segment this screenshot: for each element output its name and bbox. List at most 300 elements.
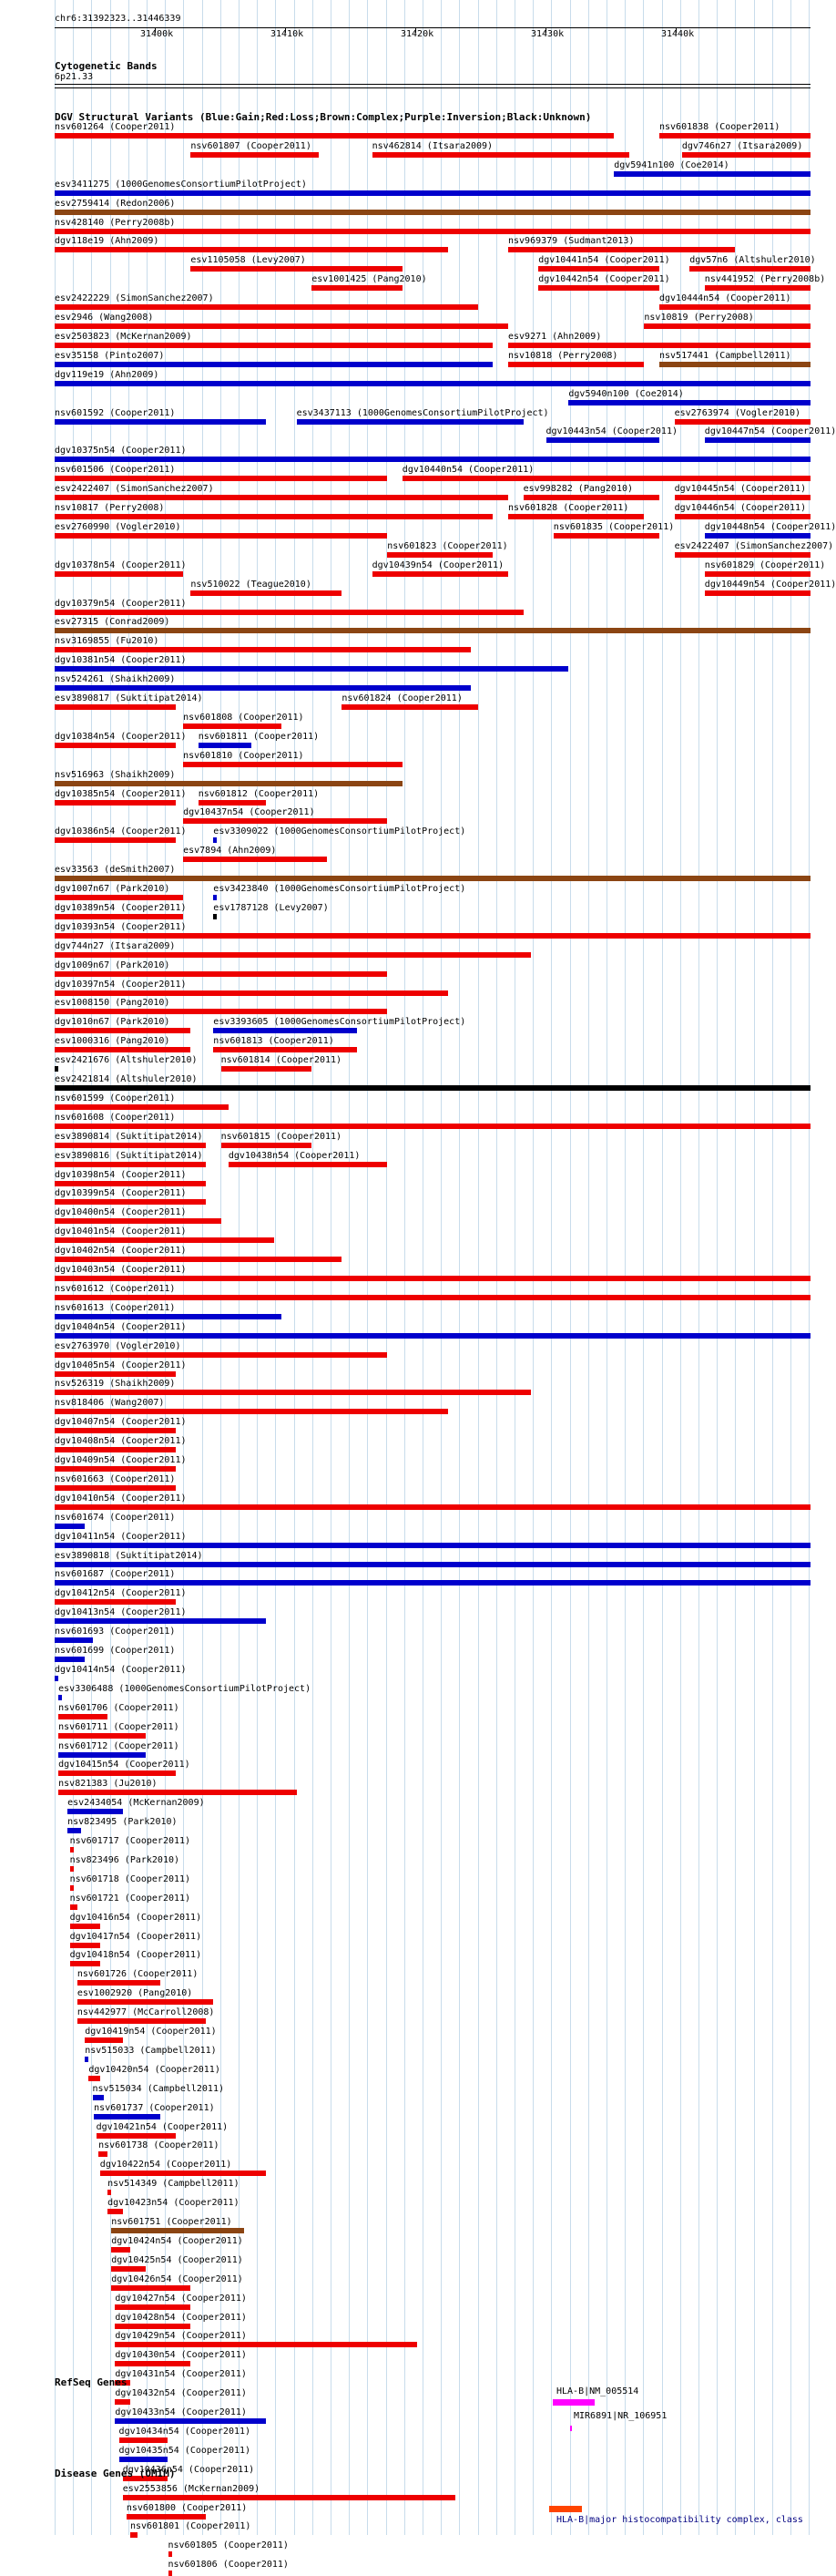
variant-label[interactable]: dgv10408n54 (Cooper2011) bbox=[55, 1436, 187, 1447]
variant-label[interactable]: esv2763974 (Vogler2010) bbox=[674, 407, 801, 418]
variant-label[interactable]: nsv515034 (Campbell2011) bbox=[92, 2083, 224, 2094]
variant-bar[interactable] bbox=[55, 1295, 811, 1300]
variant-bar[interactable] bbox=[58, 1714, 107, 1719]
variant-label[interactable]: esv35158 (Pinto2007) bbox=[55, 350, 165, 361]
variant-label[interactable]: nsv601807 (Cooper2011) bbox=[190, 140, 311, 151]
variant-label[interactable]: dgv57n6 (Altshuler2010) bbox=[689, 255, 816, 266]
variant-bar[interactable] bbox=[55, 323, 508, 329]
variant-label[interactable]: nsv601693 (Cooper2011) bbox=[55, 1627, 176, 1637]
variant-label[interactable]: dgv10437n54 (Cooper2011) bbox=[183, 807, 315, 818]
variant-bar[interactable] bbox=[55, 381, 811, 386]
variant-bar[interactable] bbox=[55, 837, 176, 843]
variant-bar[interactable] bbox=[55, 685, 471, 691]
variant-label[interactable]: dgv10405n54 (Cooper2011) bbox=[55, 1360, 187, 1370]
variant-label[interactable]: nsv601264 (Cooper2011) bbox=[55, 122, 176, 132]
variant-bar[interactable] bbox=[675, 514, 811, 519]
variant-bar[interactable] bbox=[55, 247, 448, 252]
variant-bar[interactable] bbox=[190, 266, 402, 272]
variant-label[interactable]: nsv601814 (Cooper2011) bbox=[220, 1055, 342, 1066]
variant-label[interactable]: nsv601738 (Cooper2011) bbox=[98, 2140, 219, 2151]
variant-bar[interactable] bbox=[55, 1104, 229, 1110]
variant-bar[interactable] bbox=[221, 1143, 312, 1148]
variant-label[interactable]: nsv601823 (Cooper2011) bbox=[387, 540, 508, 551]
variant-label[interactable]: nsv818406 (Wang2007) bbox=[55, 1398, 165, 1409]
variant-label[interactable]: dgv10446n54 (Cooper2011) bbox=[674, 503, 807, 513]
variant-label[interactable]: dgv10444n54 (Cooper2011) bbox=[659, 293, 791, 304]
variant-bar[interactable] bbox=[55, 1143, 206, 1148]
variant-bar[interactable] bbox=[55, 1009, 387, 1014]
variant-label[interactable]: esv3309022 (1000GenomesConsortiumPilotProject) bbox=[213, 826, 466, 837]
variant-label[interactable]: esv2946 (Wang2008) bbox=[55, 313, 154, 323]
variant-label[interactable]: dgv10425n54 (Cooper2011) bbox=[111, 2254, 243, 2265]
variant-label[interactable]: esv3890814 (Suktitipat2014) bbox=[55, 1131, 203, 1142]
variant-label[interactable]: dgv10413n54 (Cooper2011) bbox=[55, 1607, 187, 1618]
variant-label[interactable]: nsv516963 (Shaikh2009) bbox=[55, 769, 176, 780]
variant-label[interactable]: dgv10442n54 (Cooper2011) bbox=[538, 274, 670, 285]
variant-label[interactable]: dgv10434n54 (Cooper2011) bbox=[118, 2426, 251, 2437]
variant-label[interactable]: dgv746n27 (Itsara2009) bbox=[681, 140, 803, 151]
variant-label[interactable]: nsv601608 (Cooper2011) bbox=[55, 1112, 176, 1123]
variant-label[interactable]: dgv744n27 (Itsara2009) bbox=[55, 940, 176, 951]
omim-gene-hla-b[interactable]: HLA-B|major histocompatibility complex, class bbox=[556, 2515, 803, 2525]
variant-bar[interactable] bbox=[55, 1599, 176, 1605]
variant-label[interactable]: nsv601721 (Cooper2011) bbox=[69, 1893, 191, 1904]
variant-bar[interactable] bbox=[546, 437, 660, 443]
variant-label[interactable]: esv998282 (Pang2010) bbox=[523, 484, 634, 495]
variant-label[interactable]: dgv10397n54 (Cooper2011) bbox=[55, 979, 187, 990]
variant-label[interactable]: nsv601810 (Cooper2011) bbox=[183, 750, 304, 761]
variant-bar[interactable] bbox=[70, 1866, 74, 1872]
variant-label[interactable]: dgv10433n54 (Cooper2011) bbox=[115, 2407, 247, 2417]
variant-bar[interactable] bbox=[55, 743, 176, 748]
variant-label[interactable]: dgv10420n54 (Cooper2011) bbox=[88, 2064, 220, 2075]
variant-bar[interactable] bbox=[183, 762, 403, 767]
variant-bar[interactable] bbox=[524, 495, 659, 500]
variant-bar[interactable] bbox=[190, 152, 319, 158]
variant-label[interactable]: nsv601801 (Cooper2011) bbox=[130, 2521, 251, 2532]
variant-label[interactable]: nsv601613 (Cooper2011) bbox=[55, 1302, 176, 1313]
variant-label[interactable]: dgv10424n54 (Cooper2011) bbox=[111, 2235, 243, 2246]
variant-bar[interactable] bbox=[508, 362, 644, 367]
variant-bar[interactable] bbox=[55, 1676, 58, 1681]
variant-bar[interactable] bbox=[675, 552, 811, 558]
variant-label[interactable]: nsv821383 (Ju2010) bbox=[58, 1779, 158, 1790]
variant-bar[interactable] bbox=[88, 2076, 99, 2081]
variant-bar[interactable] bbox=[55, 800, 176, 806]
variant-bar[interactable] bbox=[127, 2514, 206, 2520]
variant-label[interactable]: nsv10819 (Perry2008) bbox=[644, 313, 754, 323]
variant-bar[interactable] bbox=[55, 914, 183, 919]
variant-bar[interactable] bbox=[94, 2114, 160, 2119]
variant-bar[interactable] bbox=[55, 533, 387, 539]
variant-bar[interactable] bbox=[70, 1885, 74, 1891]
variant-label[interactable]: nsv601706 (Cooper2011) bbox=[58, 1702, 179, 1713]
variant-label[interactable]: esv2763970 (Vogler2010) bbox=[55, 1340, 181, 1351]
refseq-gene-mir6891[interactable]: MIR6891|NR_106951 bbox=[574, 2411, 668, 2421]
variant-label[interactable]: dgv10447n54 (Cooper2011) bbox=[704, 426, 836, 437]
variant-bar[interactable] bbox=[55, 1218, 221, 1224]
variant-label[interactable]: nsv601592 (Cooper2011) bbox=[55, 407, 176, 418]
variant-label[interactable]: esv27315 (Conrad2009) bbox=[55, 617, 170, 628]
variant-label[interactable]: dgv5941n100 (Coe2014) bbox=[614, 159, 729, 170]
variant-bar[interactable] bbox=[111, 2266, 145, 2272]
variant-bar[interactable] bbox=[168, 2571, 172, 2576]
refseq-gene-mir6891-feature[interactable] bbox=[570, 2426, 572, 2431]
variant-label[interactable]: dgv1009n67 (Park2010) bbox=[55, 960, 170, 970]
variant-label[interactable]: dgv10399n54 (Cooper2011) bbox=[55, 1188, 187, 1199]
variant-label[interactable]: nsv601811 (Cooper2011) bbox=[198, 731, 320, 742]
variant-label[interactable]: dgv10407n54 (Cooper2011) bbox=[55, 1417, 187, 1428]
variant-bar[interactable] bbox=[55, 895, 183, 900]
variant-bar[interactable] bbox=[342, 704, 477, 710]
variant-bar[interactable] bbox=[190, 590, 342, 596]
omim-gene-hla-b-feature[interactable] bbox=[549, 2506, 582, 2512]
variant-bar[interactable] bbox=[55, 1352, 387, 1358]
variant-bar[interactable] bbox=[55, 1657, 85, 1662]
variant-bar[interactable] bbox=[55, 781, 403, 786]
variant-label[interactable]: nsv601687 (Cooper2011) bbox=[55, 1569, 176, 1580]
refseq-gene-hla-b-feature[interactable] bbox=[553, 2399, 595, 2406]
variant-label[interactable]: esv1000316 (Pang2010) bbox=[55, 1036, 170, 1047]
variant-bar[interactable] bbox=[554, 533, 659, 539]
variant-label[interactable]: nsv601726 (Cooper2011) bbox=[76, 1969, 199, 1980]
variant-bar[interactable] bbox=[55, 1371, 176, 1377]
variant-label[interactable]: dgv10379n54 (Cooper2011) bbox=[55, 598, 187, 609]
variant-bar[interactable] bbox=[85, 2057, 88, 2062]
variant-label[interactable]: nsv601824 (Cooper2011) bbox=[342, 693, 463, 703]
variant-bar[interactable] bbox=[77, 1980, 160, 1986]
variant-bar[interactable] bbox=[55, 343, 493, 348]
variant-bar[interactable] bbox=[98, 2151, 107, 2157]
refseq-gene-hla-b[interactable]: HLA-B|NM_005514 bbox=[556, 2386, 639, 2396]
variant-label[interactable]: dgv10419n54 (Cooper2011) bbox=[85, 2027, 217, 2037]
variant-label[interactable]: nsv601815 (Cooper2011) bbox=[220, 1131, 342, 1142]
variant-bar[interactable] bbox=[58, 1790, 296, 1795]
variant-bar[interactable] bbox=[111, 2285, 190, 2291]
variant-label[interactable]: esv2553856 (McKernan2009) bbox=[122, 2483, 260, 2494]
variant-bar[interactable] bbox=[55, 1637, 93, 1643]
variant-label[interactable]: dgv10378n54 (Cooper2011) bbox=[55, 559, 187, 570]
variant-bar[interactable] bbox=[55, 1047, 190, 1052]
variant-bar[interactable] bbox=[58, 1695, 62, 1700]
variant-label[interactable]: dgv10398n54 (Cooper2011) bbox=[55, 1169, 187, 1180]
variant-label[interactable]: nsv510022 (Teague2010) bbox=[190, 579, 311, 590]
variant-label[interactable]: dgv10410n54 (Cooper2011) bbox=[55, 1493, 187, 1504]
variant-bar[interactable] bbox=[58, 1733, 145, 1739]
variant-bar[interactable] bbox=[55, 933, 811, 939]
variant-bar[interactable] bbox=[644, 323, 811, 329]
variant-label[interactable]: dgv10430n54 (Cooper2011) bbox=[115, 2350, 247, 2361]
variant-label[interactable]: dgv10409n54 (Cooper2011) bbox=[55, 1455, 187, 1465]
variant-label[interactable]: dgv10440n54 (Cooper2011) bbox=[402, 465, 535, 476]
variant-bar[interactable] bbox=[168, 2551, 172, 2557]
variant-bar[interactable] bbox=[55, 876, 811, 881]
variant-label[interactable]: dgv10393n54 (Cooper2011) bbox=[55, 921, 187, 932]
variant-bar[interactable] bbox=[55, 1562, 811, 1567]
variant-label[interactable]: dgv10411n54 (Cooper2011) bbox=[55, 1531, 187, 1542]
variant-label[interactable]: nsv601828 (Cooper2011) bbox=[508, 503, 629, 513]
variant-label[interactable]: dgv5940n100 (Coe2014) bbox=[568, 388, 684, 399]
variant-bar[interactable] bbox=[55, 647, 471, 652]
variant-label[interactable]: dgv10384n54 (Cooper2011) bbox=[55, 731, 187, 742]
variant-bar[interactable] bbox=[55, 1504, 811, 1510]
variant-bar[interactable] bbox=[97, 2133, 176, 2139]
variant-bar[interactable] bbox=[614, 171, 811, 177]
variant-bar[interactable] bbox=[55, 1066, 58, 1072]
variant-bar[interactable] bbox=[115, 2361, 190, 2366]
variant-bar[interactable] bbox=[58, 1770, 176, 1776]
variant-label[interactable]: esv33563 (deSmith2007) bbox=[55, 865, 176, 876]
variant-bar[interactable] bbox=[55, 495, 508, 500]
variant-label[interactable]: esv7894 (Ahn2009) bbox=[183, 846, 277, 857]
variant-bar[interactable] bbox=[55, 1237, 274, 1243]
variant-bar[interactable] bbox=[508, 343, 811, 348]
variant-label[interactable]: nsv601800 (Cooper2011) bbox=[126, 2502, 248, 2513]
variant-label[interactable]: nsv601835 (Cooper2011) bbox=[553, 521, 675, 532]
variant-bar[interactable] bbox=[213, 837, 217, 843]
variant-label[interactable]: dgv10389n54 (Cooper2011) bbox=[55, 902, 187, 913]
variant-label[interactable]: nsv517441 (Campbell2011) bbox=[659, 350, 791, 361]
variant-bar[interactable] bbox=[372, 571, 508, 577]
variant-bar[interactable] bbox=[77, 1999, 213, 2005]
variant-label[interactable]: dgv10403n54 (Cooper2011) bbox=[55, 1265, 187, 1275]
variant-bar[interactable] bbox=[115, 2304, 190, 2310]
variant-label[interactable]: esv3393605 (1000GenomesConsortiumPilotProject) bbox=[213, 1017, 466, 1028]
variant-label[interactable]: esv2422229 (SimonSanchez2007) bbox=[55, 293, 214, 304]
variant-label[interactable]: dgv1010n67 (Park2010) bbox=[55, 1017, 170, 1028]
variant-label[interactable]: nsv601712 (Cooper2011) bbox=[58, 1740, 179, 1751]
variant-bar[interactable] bbox=[229, 1162, 387, 1167]
variant-label[interactable]: esv1008150 (Pang2010) bbox=[55, 998, 170, 1009]
variant-bar[interactable] bbox=[705, 590, 811, 596]
variant-bar[interactable] bbox=[55, 1162, 206, 1167]
variant-label[interactable]: dgv10438n54 (Cooper2011) bbox=[228, 1150, 361, 1161]
variant-bar[interactable] bbox=[55, 1428, 176, 1433]
variant-bar[interactable] bbox=[119, 2457, 168, 2462]
variant-label[interactable]: dgv10448n54 (Cooper2011) bbox=[704, 521, 836, 532]
variant-label[interactable]: dgv10421n54 (Cooper2011) bbox=[96, 2121, 229, 2132]
variant-label[interactable]: esv2421676 (Altshuler2010) bbox=[55, 1055, 198, 1066]
variant-bar[interactable] bbox=[55, 1314, 281, 1319]
variant-label[interactable]: esv2422407 (SimonSanchez2007) bbox=[55, 484, 214, 495]
variant-bar[interactable] bbox=[115, 2399, 130, 2405]
variant-bar[interactable] bbox=[55, 1124, 811, 1129]
variant-label[interactable]: nsv441952 (Perry2008b) bbox=[704, 274, 826, 285]
variant-bar[interactable] bbox=[387, 552, 493, 558]
variant-bar[interactable] bbox=[55, 628, 811, 633]
variant-bar[interactable] bbox=[311, 285, 403, 291]
variant-label[interactable]: esv3890816 (Suktitipat2014) bbox=[55, 1150, 203, 1161]
variant-label[interactable]: nsv601805 (Cooper2011) bbox=[168, 2540, 289, 2551]
variant-bar[interactable] bbox=[100, 2171, 267, 2176]
variant-label[interactable]: dgv10429n54 (Cooper2011) bbox=[115, 2331, 247, 2342]
variant-label[interactable]: dgv10449n54 (Cooper2011) bbox=[704, 579, 836, 590]
variant-label[interactable]: dgv10404n54 (Cooper2011) bbox=[55, 1321, 187, 1332]
variant-label[interactable]: dgv10417n54 (Cooper2011) bbox=[69, 1931, 202, 1942]
variant-label[interactable]: esv3423840 (1000GenomesConsortiumPilotProject) bbox=[213, 884, 466, 894]
variant-label[interactable]: dgv10431n54 (Cooper2011) bbox=[115, 2369, 247, 2380]
variant-bar[interactable] bbox=[55, 1580, 811, 1586]
variant-bar[interactable] bbox=[508, 247, 735, 252]
variant-label[interactable]: esv2503823 (McKernan2009) bbox=[55, 331, 192, 342]
variant-bar[interactable] bbox=[403, 476, 811, 481]
variant-label[interactable]: esv3890817 (Suktitipat2014) bbox=[55, 693, 203, 703]
variant-label[interactable]: dgv10422n54 (Cooper2011) bbox=[99, 2160, 232, 2171]
variant-label[interactable]: nsv601506 (Cooper2011) bbox=[55, 465, 176, 476]
variant-bar[interactable] bbox=[55, 476, 387, 481]
variant-bar[interactable] bbox=[659, 133, 811, 139]
variant-bar[interactable] bbox=[55, 1028, 190, 1033]
variant-bar[interactable] bbox=[538, 285, 659, 291]
variant-bar[interactable] bbox=[70, 1904, 77, 1910]
variant-label[interactable]: nsv3169855 (Fu2010) bbox=[55, 636, 159, 647]
variant-bar[interactable] bbox=[55, 1543, 811, 1548]
variant-bar[interactable] bbox=[55, 1181, 206, 1186]
variant-label[interactable]: dgv10414n54 (Cooper2011) bbox=[55, 1664, 187, 1675]
variant-bar[interactable] bbox=[675, 495, 811, 500]
variant-bar[interactable] bbox=[70, 1943, 100, 1948]
variant-bar[interactable] bbox=[213, 1047, 357, 1052]
variant-bar[interactable] bbox=[183, 857, 327, 862]
variant-bar[interactable] bbox=[705, 533, 811, 539]
variant-bar[interactable] bbox=[372, 152, 629, 158]
variant-label[interactable]: dgv10385n54 (Cooper2011) bbox=[55, 788, 187, 799]
variant-label[interactable]: esv2421814 (Altshuler2010) bbox=[55, 1074, 198, 1084]
variant-bar[interactable] bbox=[130, 2532, 138, 2538]
variant-label[interactable]: nsv601717 (Cooper2011) bbox=[69, 1836, 191, 1846]
variant-label[interactable]: nsv823495 (Park2010) bbox=[67, 1817, 178, 1828]
variant-bar[interactable] bbox=[55, 514, 493, 519]
variant-bar[interactable] bbox=[199, 800, 267, 806]
variant-bar[interactable] bbox=[568, 400, 811, 405]
variant-label[interactable]: nsv462814 (Itsara2009) bbox=[372, 140, 494, 151]
variant-bar[interactable] bbox=[55, 457, 811, 462]
variant-label[interactable]: nsv601711 (Cooper2011) bbox=[58, 1721, 179, 1732]
variant-bar[interactable] bbox=[55, 704, 176, 710]
variant-bar[interactable] bbox=[538, 266, 659, 272]
variant-label[interactable]: nsv10818 (Perry2008) bbox=[508, 350, 618, 361]
variant-label[interactable]: nsv601806 (Cooper2011) bbox=[168, 2560, 289, 2571]
variant-label[interactable]: nsv442977 (McCarroll2008) bbox=[76, 2007, 215, 2018]
variant-label[interactable]: nsv601812 (Cooper2011) bbox=[198, 788, 320, 799]
variant-bar[interactable] bbox=[115, 2418, 266, 2424]
variant-bar[interactable] bbox=[115, 2324, 190, 2329]
variant-bar[interactable] bbox=[689, 266, 811, 272]
variant-bar[interactable] bbox=[115, 2342, 417, 2347]
variant-label[interactable]: esv2760990 (Vogler2010) bbox=[55, 521, 181, 532]
variant-label[interactable]: nsv601599 (Cooper2011) bbox=[55, 1093, 176, 1103]
variant-label[interactable]: esv1001425 (Pang2010) bbox=[311, 274, 427, 285]
variant-bar[interactable] bbox=[508, 514, 644, 519]
variant-bar[interactable] bbox=[213, 914, 217, 919]
variant-label[interactable]: nsv601838 (Cooper2011) bbox=[659, 122, 780, 132]
variant-bar[interactable] bbox=[55, 1257, 342, 1262]
variant-label[interactable]: nsv601674 (Cooper2011) bbox=[55, 1512, 176, 1523]
variant-label[interactable]: esv3437113 (1000GenomesConsortiumPilotProject) bbox=[296, 407, 549, 418]
variant-bar[interactable] bbox=[55, 1276, 811, 1281]
variant-bar[interactable] bbox=[55, 1524, 85, 1529]
variant-bar[interactable] bbox=[77, 2018, 206, 2024]
variant-label[interactable]: dgv10435n54 (Cooper2011) bbox=[118, 2445, 251, 2456]
variant-label[interactable]: esv1002920 (Pang2010) bbox=[76, 1988, 193, 1999]
variant-label[interactable]: dgv10415n54 (Cooper2011) bbox=[58, 1760, 190, 1770]
variant-label[interactable]: dgv10381n54 (Cooper2011) bbox=[55, 655, 187, 666]
variant-bar[interactable] bbox=[659, 304, 811, 310]
variant-label[interactable]: dgv10436n54 (Cooper2011) bbox=[122, 2464, 255, 2475]
variant-bar[interactable] bbox=[123, 2495, 455, 2500]
variant-label[interactable]: dgv10402n54 (Cooper2011) bbox=[55, 1246, 187, 1257]
variant-bar[interactable] bbox=[183, 818, 387, 824]
variant-bar[interactable] bbox=[213, 895, 217, 900]
variant-label[interactable]: dgv10375n54 (Cooper2011) bbox=[55, 446, 187, 457]
variant-bar[interactable] bbox=[55, 952, 531, 958]
variant-label[interactable]: nsv969379 (Sudmant2013) bbox=[508, 236, 635, 247]
variant-bar[interactable] bbox=[55, 210, 811, 215]
variant-label[interactable]: nsv601808 (Cooper2011) bbox=[183, 712, 304, 723]
variant-bar[interactable] bbox=[213, 1028, 357, 1033]
variant-label[interactable]: esv1105058 (Levy2007) bbox=[190, 255, 306, 266]
variant-label[interactable]: nsv514349 (Campbell2011) bbox=[107, 2179, 240, 2190]
variant-bar[interactable] bbox=[55, 971, 387, 977]
variant-label[interactable]: dgv10386n54 (Cooper2011) bbox=[55, 826, 187, 837]
variant-bar[interactable] bbox=[659, 362, 811, 367]
variant-bar[interactable] bbox=[55, 1390, 531, 1395]
variant-bar[interactable] bbox=[297, 419, 524, 425]
variant-label[interactable]: dgv10418n54 (Cooper2011) bbox=[69, 1950, 202, 1961]
variant-label[interactable]: nsv601699 (Cooper2011) bbox=[55, 1646, 176, 1656]
variant-bar[interactable] bbox=[119, 2437, 168, 2443]
variant-bar[interactable] bbox=[682, 152, 811, 158]
variant-bar[interactable] bbox=[67, 1809, 123, 1814]
variant-label[interactable]: dgv10439n54 (Cooper2011) bbox=[372, 559, 505, 570]
variant-label[interactable]: dgv10432n54 (Cooper2011) bbox=[115, 2388, 247, 2399]
variant-bar[interactable] bbox=[55, 1618, 266, 1624]
variant-label[interactable]: dgv1007n67 (Park2010) bbox=[55, 884, 170, 894]
variant-label[interactable]: esv3890818 (Suktitipat2014) bbox=[55, 1550, 203, 1561]
variant-label[interactable]: esv3411275 (1000GenomesConsortiumPilotProject) bbox=[55, 179, 307, 190]
variant-label[interactable]: esv2434054 (McKernan2009) bbox=[67, 1798, 205, 1809]
variant-bar[interactable] bbox=[55, 419, 266, 425]
variant-bar[interactable] bbox=[93, 2095, 104, 2100]
variant-bar[interactable] bbox=[55, 1409, 448, 1414]
variant-bar[interactable] bbox=[107, 2209, 123, 2214]
variant-label[interactable]: nsv10817 (Perry2008) bbox=[55, 503, 165, 513]
variant-label[interactable]: nsv526319 (Shaikh2009) bbox=[55, 1379, 176, 1390]
variant-label[interactable]: nsv524261 (Shaikh2009) bbox=[55, 674, 176, 685]
variant-bar[interactable] bbox=[111, 2247, 130, 2253]
variant-bar[interactable] bbox=[55, 133, 614, 139]
variant-label[interactable]: esv9271 (Ahn2009) bbox=[508, 331, 602, 342]
variant-label[interactable]: esv2759414 (Redon2006) bbox=[55, 198, 176, 209]
variant-bar[interactable] bbox=[199, 743, 251, 748]
variant-bar[interactable] bbox=[55, 990, 448, 996]
variant-label[interactable]: nsv601737 (Cooper2011) bbox=[94, 2102, 215, 2113]
variant-label[interactable]: dgv10401n54 (Cooper2011) bbox=[55, 1226, 187, 1237]
variant-bar[interactable] bbox=[55, 304, 478, 310]
variant-bar[interactable] bbox=[70, 1847, 74, 1852]
variant-label[interactable]: nsv601718 (Cooper2011) bbox=[69, 1873, 191, 1884]
variant-bar[interactable] bbox=[55, 229, 811, 234]
variant-label[interactable]: dgv10412n54 (Cooper2011) bbox=[55, 1588, 187, 1599]
variant-bar[interactable] bbox=[55, 610, 524, 615]
variant-bar[interactable] bbox=[55, 1447, 176, 1452]
variant-label[interactable]: dgv10423n54 (Cooper2011) bbox=[107, 2198, 240, 2209]
variant-label[interactable]: dgv118e19 (Ahn2009) bbox=[55, 236, 159, 247]
variant-label[interactable]: dgv119e19 (Ahn2009) bbox=[55, 369, 159, 380]
variant-label[interactable]: dgv10443n54 (Cooper2011) bbox=[545, 426, 678, 437]
variant-bar[interactable] bbox=[55, 362, 493, 367]
variant-bar[interactable] bbox=[705, 571, 811, 577]
